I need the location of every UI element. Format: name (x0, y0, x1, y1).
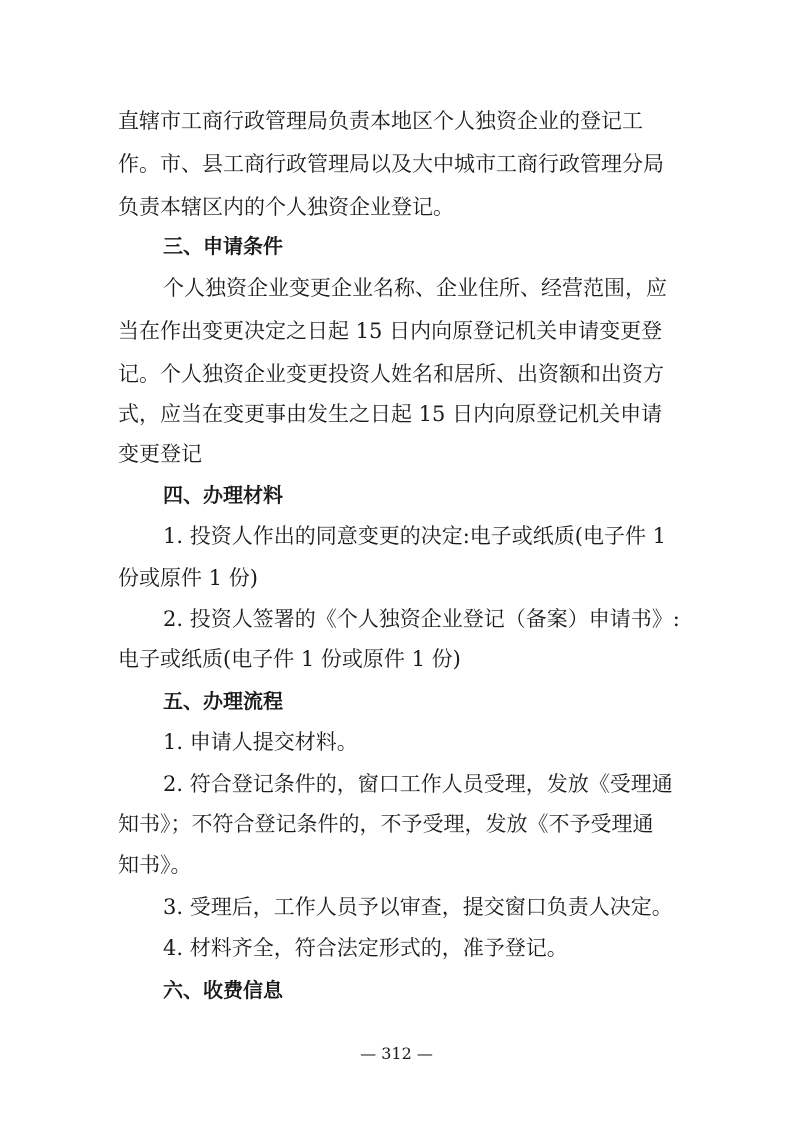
text-line (0, 803, 793, 845)
section-heading-text: 三、申请条件 (163, 234, 283, 258)
text-line (0, 186, 793, 228)
text-line-content: 电子或纸质(电子件 1 份或原件 1 份) (118, 647, 461, 671)
text-line (0, 844, 793, 886)
text-line (0, 267, 793, 309)
text-line-content: 个人独资企业变更企业名称、企业住所、经营范围，应 (163, 276, 667, 300)
text-line-content: 2. 投资人签署的《个人独资企业登记（备案）申请书》: (163, 607, 680, 631)
section-heading-text: 六、收费信息 (163, 978, 283, 1002)
text-line-content: 4. 材料齐全，符合法定形式的，准予登记。 (163, 936, 568, 960)
text-line-content: 1. 申请人提交材料。 (163, 730, 358, 754)
text-line-content: 负责本辖区内的个人独资企业登记。 (118, 195, 454, 219)
text-line (0, 598, 793, 640)
section-heading-text: 五、办理流程 (163, 689, 283, 713)
text-line-content: 3. 受理后，工作人员予以审查，提交窗口负责人决定。 (163, 895, 673, 919)
text-line-content: 当在作出变更决定之日起 15 日内向原登记机关申请变更登 (118, 319, 663, 343)
section-heading (0, 680, 793, 722)
text-line (0, 353, 793, 395)
text-line-content: 直辖市工商行政管理局负责本地区个人独资企业的登记工 (118, 109, 643, 133)
text-line-content: 作。市、县工商行政管理局以及大中城市工商行政管理分局 (118, 152, 664, 176)
section-heading (0, 225, 793, 267)
page-number: — 312 — (360, 1044, 433, 1063)
text-line (0, 721, 793, 763)
text-line (0, 433, 793, 475)
text-line-content: 知书》。 (118, 853, 192, 877)
text-line (0, 638, 793, 680)
text-line-content: 知书》；不符合登记条件的，不予受理，发放《不予受理通 (118, 812, 654, 836)
text-line-content: 份或原件 1 份) (118, 566, 258, 590)
text-line-content: 1. 投资人作出的同意变更的决定:电子或纸质(电子件 1 (163, 524, 667, 548)
text-line (0, 927, 793, 969)
text-line (0, 393, 793, 435)
text-line (0, 557, 793, 599)
text-line-content: 式，应当在变更事由发生之日起 15 日内向原登记机关申请 (118, 402, 663, 426)
text-line (0, 143, 793, 185)
section-heading (0, 969, 793, 1011)
text-line (0, 515, 793, 557)
text-line (0, 886, 793, 928)
section-heading (0, 474, 793, 516)
text-line (0, 310, 793, 352)
text-line (0, 100, 793, 142)
section-heading-text: 四、办理材料 (163, 483, 283, 507)
text-line (0, 763, 793, 805)
text-line-content: 变更登记 (118, 442, 202, 466)
text-line-content: 记。个人独资企业变更投资人姓名和居所、出资额和出资方 (118, 362, 664, 386)
text-line-content: 2. 符合登记条件的，窗口工作人员受理，发放《受理通 (163, 772, 673, 796)
